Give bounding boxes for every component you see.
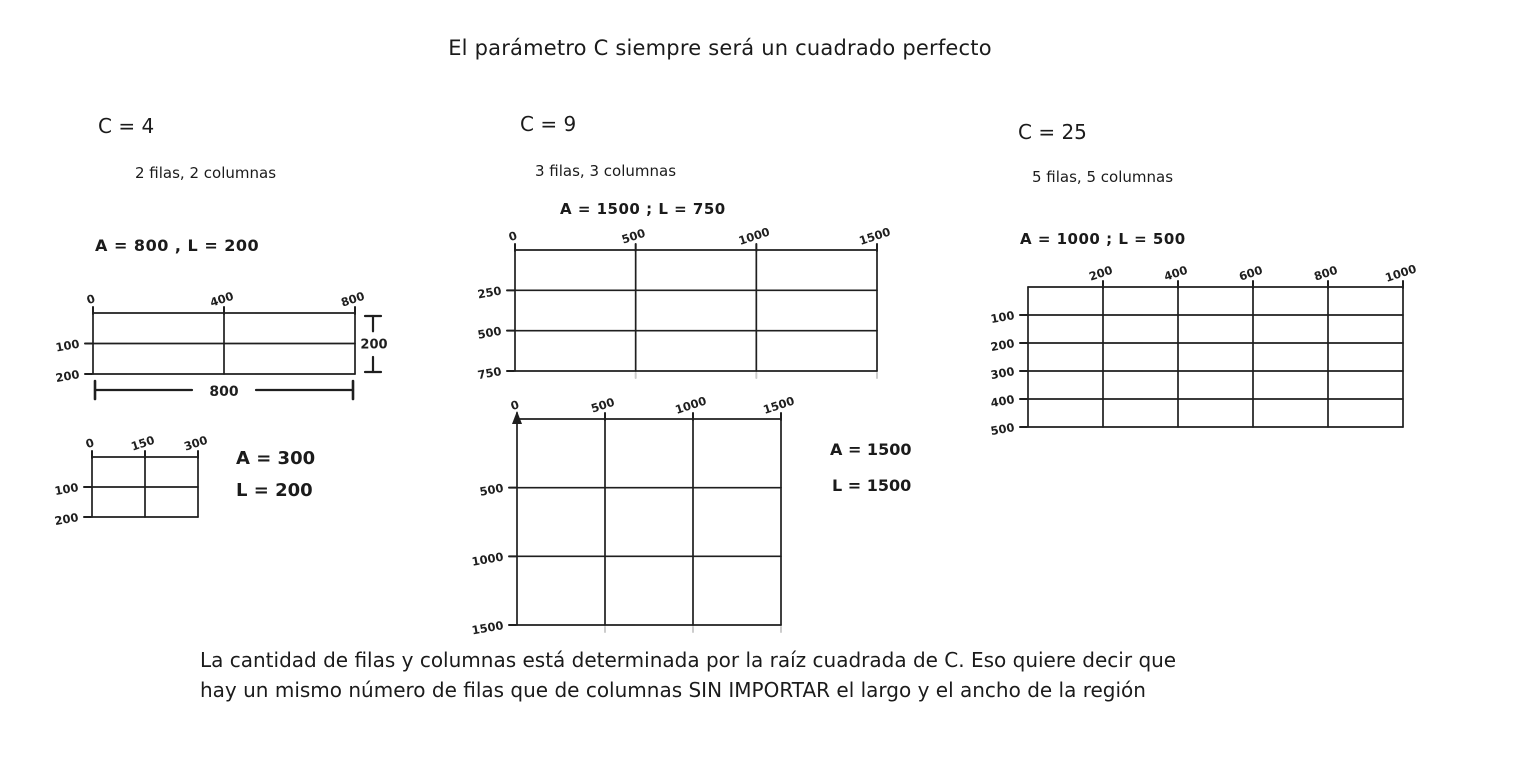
footer-line-1: La cantidad de filas y columnas está determinada por la raíz cuadrada de C. Eso quiere decir que: [200, 648, 1177, 672]
svg-text:200: 200: [54, 367, 81, 386]
svg-text:400: 400: [989, 392, 1016, 411]
svg-text:1000: 1000: [673, 393, 709, 417]
svg-text:100: 100: [53, 480, 80, 499]
svg-text:0: 0: [83, 435, 96, 452]
footer-line-2: hay un mismo número de filas que de columnas SIN IMPORTAR el largo y el ancho de la región: [200, 678, 1146, 702]
svg-text:200: 200: [53, 510, 80, 529]
c4-small-grid-length-label: L = 200: [236, 480, 313, 501]
c4-main-grid: [54, 288, 388, 400]
svg-text:1000: 1000: [470, 549, 505, 569]
svg-text:0: 0: [508, 397, 521, 414]
svg-text:200: 200: [1087, 262, 1115, 284]
c9-bottom-grid: [470, 393, 797, 638]
c9-top-grid: [476, 224, 893, 383]
c4-small-grid-area-label: A = 300: [236, 448, 316, 469]
c9-bottom-grid-length-label: L = 1500: [832, 476, 912, 495]
svg-text:800: 800: [339, 288, 367, 310]
svg-text:100: 100: [54, 336, 81, 355]
c25-subheading: 5 filas, 5 columnas: [1032, 168, 1174, 186]
svg-text:400: 400: [1162, 262, 1190, 284]
svg-text:500: 500: [989, 420, 1016, 439]
svg-text:800: 800: [209, 384, 239, 400]
c4-params-label: A = 800 , L = 200: [95, 236, 260, 255]
svg-text:300: 300: [182, 432, 210, 454]
svg-text:300: 300: [989, 364, 1016, 383]
c25-heading: C = 25: [1018, 120, 1087, 144]
svg-text:1500: 1500: [761, 393, 797, 417]
svg-text:1500: 1500: [470, 618, 505, 638]
svg-text:500: 500: [478, 480, 505, 499]
svg-text:500: 500: [476, 323, 503, 342]
svg-text:250: 250: [476, 283, 503, 302]
c9-bottom-grid-area-label: A = 1500: [830, 440, 912, 459]
svg-text:1500: 1500: [857, 224, 893, 248]
svg-text:750: 750: [476, 364, 503, 383]
svg-text:200: 200: [989, 336, 1016, 355]
svg-text:1000: 1000: [736, 224, 772, 248]
svg-text:500: 500: [619, 225, 648, 247]
svg-text:500: 500: [589, 394, 617, 416]
svg-text:0: 0: [84, 291, 97, 308]
svg-text:600: 600: [1237, 262, 1265, 284]
svg-text:400: 400: [208, 288, 236, 310]
svg-text:200: 200: [360, 337, 388, 353]
c25-grid: [989, 261, 1419, 439]
svg-text:1000: 1000: [1383, 261, 1419, 285]
footer-text: [200, 645, 1176, 705]
svg-text:800: 800: [1312, 262, 1340, 284]
c9-subheading: 3 filas, 3 columnas: [535, 162, 677, 180]
c4-subheading: 2 filas, 2 columnas: [135, 164, 277, 182]
page-title: El parámetro C siempre será un cuadrado perfecto: [448, 36, 992, 60]
c9-heading: C = 9: [520, 112, 577, 136]
svg-text:150: 150: [129, 432, 157, 454]
c9-params-label: A = 1500 ; L = 750: [560, 200, 726, 218]
c25-params-label: A = 1000 ; L = 500: [1020, 230, 1186, 248]
c4-small-grid: [53, 432, 210, 529]
svg-text:100: 100: [989, 308, 1016, 327]
svg-text:0: 0: [506, 228, 519, 245]
c4-heading: C = 4: [98, 114, 155, 138]
